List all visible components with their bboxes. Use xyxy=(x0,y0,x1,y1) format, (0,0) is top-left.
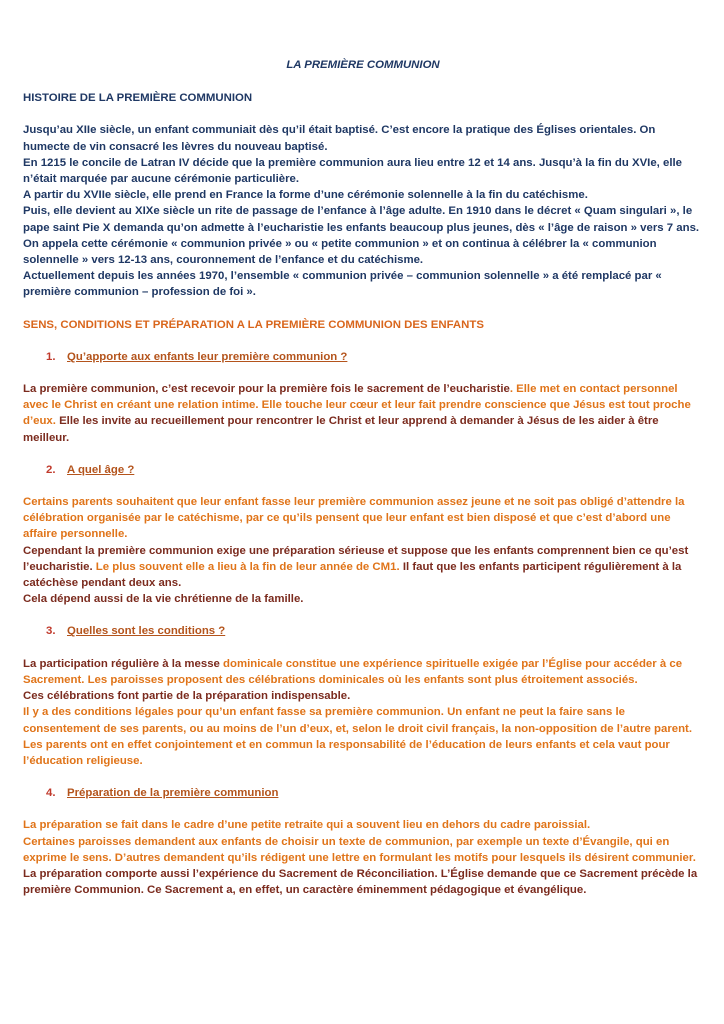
question-1-answer xyxy=(23,381,703,446)
q4-paragraph-1: La préparation se fait dans le cadre d’une petite retraite qui a souvent lieu en dehors du cadre paroissial. xyxy=(23,819,591,832)
question-2-heading xyxy=(23,462,703,478)
q1-text-orange: . Elle met en contact personnel avec le Christ en créant une relation intime. Elle touche leur cœur et leur fait prendre conscience que Jésus est tout proche d’eux. xyxy=(23,383,691,428)
history-line-5: Actuellement depuis les années 1970, l’ensemble « communion privée – communion solennelle » a été remplacé par « première communion – profession de foi ». xyxy=(23,270,662,299)
q1-text-dark: La première communion, c’est recevoir pour la première fois le sacrement de l’eucharistie xyxy=(23,383,510,396)
q3-text-orange: dominicale constitue une expérience spirituelle exigée par l’Église pour accéder à ce Sacrement. Les paroisses proposent des célébrations dominicales où les enfants sont plus étroitement associés. xyxy=(23,657,683,686)
history-heading: HISTOIRE DE LA PREMIÈRE COMMUNION xyxy=(23,92,253,105)
history-paragraph xyxy=(23,122,703,300)
document-page xyxy=(23,57,703,914)
question-4-title: Préparation de la première communion xyxy=(67,787,279,800)
question-3-title: Quelles sont les conditions ? xyxy=(67,625,226,638)
question-4-answer xyxy=(23,817,703,898)
document-title: LA PREMIÈRE COMMUNION xyxy=(286,59,440,71)
q2-text-orange: Le plus souvent elle a lieu à la fin de leur année de CM1. xyxy=(92,560,400,573)
section-heading: SENS, CONDITIONS ET PRÉPARATION A LA PREMIÈRE COMMUNION DES ENFANTS xyxy=(23,318,484,331)
history-line-1: Jusqu’au XIIe siècle, un enfant communiait dès qu’il était baptisé. C’est encore la pratique des Églises orientales. On humecte de vin consacré les lèvres du nouveau baptisé. xyxy=(23,124,656,153)
question-1-title: Qu’apporte aux enfants leur première communion ? xyxy=(67,350,348,363)
q2-text-dark-2: Il faut que les enfants participent régulièrement à la catéchèse pendant deux ans. xyxy=(23,560,682,590)
history-line-4: Puis, elle devient au XIXe siècle un rite de passage de l’enfance à l’âge adulte. En 1910 dans le décret « Quam singulari », le pape saint Pie X demanda qu’on admette à l’eucharistie les enfants beaucoup plus jeunes, dès « l’âge de raison » vers 7 ans. On appela cette cérémonie « communion privée » ou « petite communion » et on continua à célébrer la « communion solennelle » vers 12-13 ans, couronnement de l’enfance et du catéchisme. xyxy=(23,205,700,267)
question-2-number: 2. xyxy=(46,463,56,476)
history-line-3: A partir du XVIIe siècle, elle prend en France la forme d’une cérémonie solennelle à la fin du catéchisme. xyxy=(23,189,588,202)
q3-paragraph-2: Ces célébrations font partie de la préparation indispensable. xyxy=(23,690,351,703)
question-3-heading xyxy=(23,623,703,639)
q3-paragraph-3: Il y a des conditions légales pour qu’un enfant fasse sa première communion. Un enfant ne peut la faire sans le consentement de ses parents, ou au moins de l’un d’eux, et, selon le droit civil français, la non-opposition de l’autre parent. Les parents ont en effet conjointement et en commun la responsabilité de l’éducation de leurs enfants et cela vaut pour l’éducation religieuse. xyxy=(23,706,693,767)
question-1-heading xyxy=(23,349,703,365)
question-3-answer xyxy=(23,656,703,769)
question-2-title: A quel âge ? xyxy=(67,463,135,476)
question-2-answer xyxy=(23,494,703,607)
q2-paragraph-3: Cela dépend aussi de la vie chrétienne de la famille. xyxy=(23,593,304,606)
history-line-2: En 1215 le concile de Latran IV décide que la première communion aura lieu entre 12 et 14 ans. Jusqu’à la fin du XVIe, elle n’était marquée par aucune cérémonie particulière. xyxy=(23,156,682,186)
question-4-heading xyxy=(23,785,703,801)
q1-text-dark-2: Elle les invite au recueillement pour rencontrer le Christ et leur apprend à demander à Jésus de les aider à être meilleur. xyxy=(23,415,659,444)
q4-paragraph-2: Certaines paroisses demandent aux enfants de choisir un texte de communion, par exemple un texte d’Évangile, qui en exprime le sens. D’autres demandent qu’ils rédigent une lettre en formulant les motifs pour lesquels ils désirent communier. xyxy=(23,835,696,864)
q2-paragraph-1: Certains parents souhaitent que leur enfant fasse leur première communion assez jeune et ne soit pas obligé d’attendre la célébration organisée par le catéchisme, par ce qu’ils pensent que leur enfant est bien disposé et que c’est d’abord une affaire personnelle. xyxy=(23,496,685,541)
question-1-number: 1. xyxy=(46,350,56,363)
q3-text-dark: La participation régulière à la messe xyxy=(23,657,220,670)
q4-paragraph-3: La préparation comporte aussi l’expérience du Sacrement de Réconciliation. L’Église demande que ce Sacrement précède la première Communion. Ce Sacrement a, en effet, un caractère éminemment pédagogique et évangélique. xyxy=(23,867,698,897)
q2-text-dark: Cependant la première communion exige une préparation sérieuse et suppose que les enfants comprennent bien ce qu’est l’eucharistie. xyxy=(23,544,689,573)
question-3-number: 3. xyxy=(46,625,56,638)
question-4-number: 4. xyxy=(46,787,56,800)
